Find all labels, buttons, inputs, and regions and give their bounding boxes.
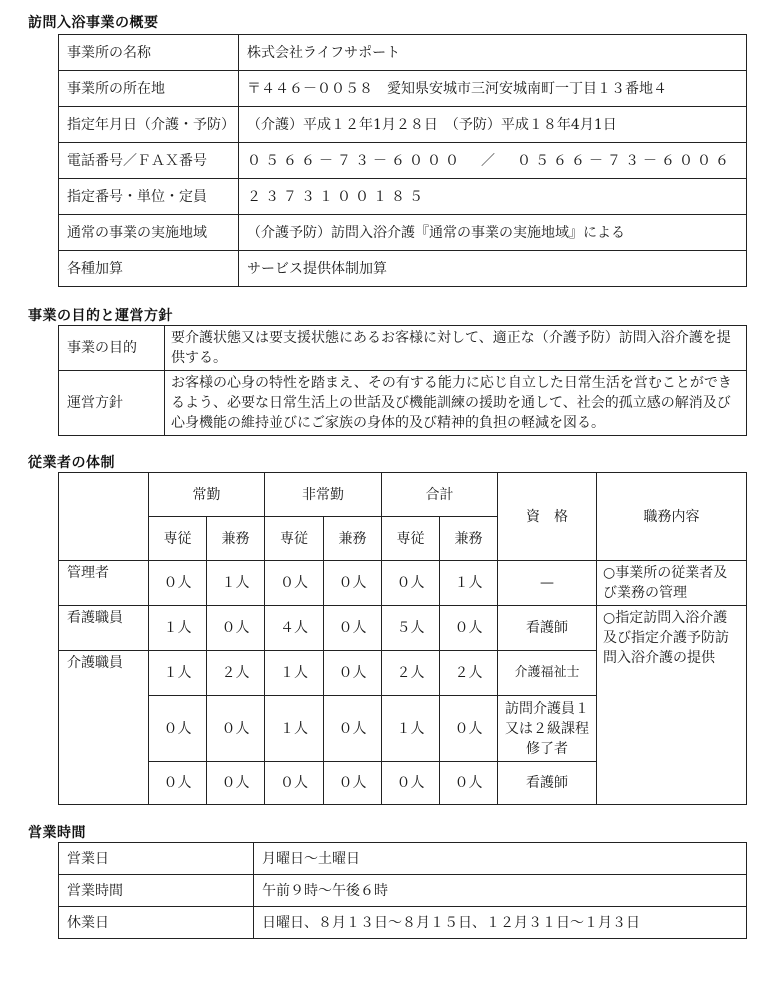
label-purpose: 事業の目的	[59, 326, 165, 371]
hours-table	[58, 842, 747, 939]
label-business-days: 営業日	[59, 843, 254, 875]
label-designation-number: 指定番号・単位・定員	[59, 179, 239, 215]
label-service-area: 通常の事業の実施地域	[59, 215, 239, 251]
header-qualification: 資 格	[498, 473, 597, 561]
table-cell: ２人	[207, 651, 265, 696]
label-holidays: 休業日	[59, 907, 254, 939]
section-title-staff: 従業者の体制	[28, 455, 115, 471]
header-blank	[59, 473, 149, 561]
duty-bathing-service: ○指定訪問入浴介護及び指定介護予防訪問入浴介護の提供	[597, 606, 747, 805]
table-cell: １人	[265, 696, 324, 762]
qualification-cell: 訪問介護員１又は２級課程修了者	[498, 696, 597, 762]
table-cell: ０人	[440, 762, 498, 805]
table-cell: ０人	[149, 762, 207, 805]
role-caregiver: 介護職員	[59, 651, 149, 805]
table-cell: ０人	[265, 561, 324, 606]
label-office-name: 事業所の名称	[59, 35, 239, 71]
subheader-concurrent: 兼務	[440, 517, 498, 561]
table-cell: ０人	[207, 696, 265, 762]
header-duties: 職務内容	[597, 473, 747, 561]
section-title-purpose: 事業の目的と運営方針	[28, 308, 173, 324]
subheader-dedicated: 専従	[265, 517, 324, 561]
table-cell: ０人	[324, 696, 382, 762]
section-title-overview: 訪問入浴事業の概要	[28, 15, 159, 31]
role-nurse: 看護職員	[59, 606, 149, 651]
table-cell: ０人	[324, 651, 382, 696]
header-total: 合計	[382, 473, 498, 517]
label-business-hours: 営業時間	[59, 875, 254, 907]
value-designation-date: （介護）平成１２年1月２８日 （予防）平成１８年4月1日	[239, 107, 747, 143]
qualification-cell: 看護師	[498, 762, 597, 805]
table-cell: ０人	[265, 762, 324, 805]
table-cell: ０人	[382, 762, 440, 805]
value-additions: サービス提供体制加算	[239, 251, 747, 287]
table-cell: １人	[382, 696, 440, 762]
value-policy: お客様の心身の特性を踏まえ、その有する能力に応じ自立した日常生活を営むことができるよう、必要な日常生活上の世話及び機能訓練の援助を通して、社会的孤立感の解消及び心身機能の維持並びにご家族の身体的及び精神的負担の軽減を図る。	[165, 371, 747, 436]
table-cell: １人	[265, 651, 324, 696]
table-cell: ０人	[207, 762, 265, 805]
table-cell: ０人	[382, 561, 440, 606]
label-additions: 各種加算	[59, 251, 239, 287]
overview-table	[58, 34, 747, 287]
table-cell: ０人	[324, 561, 382, 606]
value-holidays: 日曜日、８月１３日～８月１５日、１２月３１日～１月３日	[254, 907, 747, 939]
role-manager: 管理者	[59, 561, 149, 606]
table-cell: ０人	[324, 762, 382, 805]
table-cell: ５人	[382, 606, 440, 651]
staff-table	[58, 472, 747, 805]
table-cell: ０人	[324, 606, 382, 651]
table-cell: ２人	[440, 651, 498, 696]
qualification-cell: 看護師	[498, 606, 597, 651]
table-cell: １人	[149, 651, 207, 696]
value-phone-fax: ０５６６－７３－６０００ ／ ０５６６－７３－６００６	[239, 143, 747, 179]
table-cell: ０人	[149, 696, 207, 762]
table-cell: １人	[149, 606, 207, 651]
value-business-days: 月曜日～土曜日	[254, 843, 747, 875]
label-designation-date: 指定年月日（介護・予防）	[59, 107, 239, 143]
value-designation-number: ２３７３１００１８５	[239, 179, 747, 215]
subheader-concurrent: 兼務	[207, 517, 265, 561]
header-parttime: 非常勤	[265, 473, 382, 517]
table-cell: ０人	[207, 606, 265, 651]
header-fulltime: 常勤	[149, 473, 265, 517]
value-business-hours: 午前９時～午後６時	[254, 875, 747, 907]
label-policy: 運営方針	[59, 371, 165, 436]
qualification-cell: —	[498, 561, 597, 606]
label-phone-fax: 電話番号／ＦＡＸ番号	[59, 143, 239, 179]
purpose-table	[58, 325, 747, 436]
value-office-address: 〒４４６－００５８ 愛知県安城市三河安城南町一丁目１３番地４	[239, 71, 747, 107]
section-title-hours: 営業時間	[28, 825, 86, 841]
table-cell: ４人	[265, 606, 324, 651]
value-office-name: 株式会社ライフサポート	[239, 35, 747, 71]
value-service-area: （介護予防）訪問入浴介護『通常の事業の実施地域』による	[239, 215, 747, 251]
table-cell: ２人	[382, 651, 440, 696]
table-cell: ０人	[440, 606, 498, 651]
duty-manager: ○事業所の従業者及び業務の管理	[597, 561, 747, 606]
value-purpose: 要介護状態又は要支援状態にあるお客様に対して、適正な（介護予防）訪問入浴介護を提供する。	[165, 326, 747, 371]
table-cell: １人	[440, 561, 498, 606]
subheader-concurrent: 兼務	[324, 517, 382, 561]
subheader-dedicated: 専従	[382, 517, 440, 561]
label-office-address: 事業所の所在地	[59, 71, 239, 107]
table-cell: ０人	[440, 696, 498, 762]
subheader-dedicated: 専従	[149, 517, 207, 561]
qualification-cell: 介護福祉士	[498, 651, 597, 696]
table-cell: ０人	[149, 561, 207, 606]
table-cell: １人	[207, 561, 265, 606]
